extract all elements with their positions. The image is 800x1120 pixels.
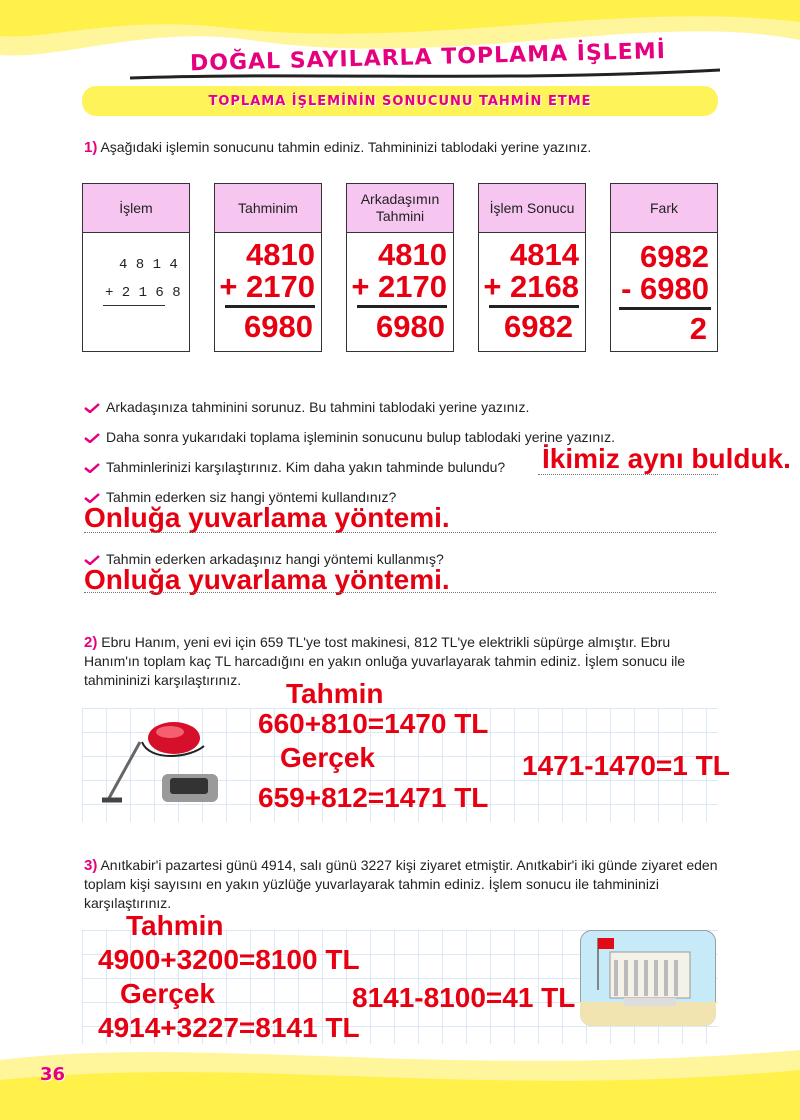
- q2-difference: 1471-1470=1 TL: [522, 750, 730, 781]
- bullet-1: [84, 398, 529, 417]
- answer-compare: İkimiz aynı bulduk.: [542, 443, 791, 474]
- question-2-text: Ebru Hanım, yeni evi için 659 TL'ye tost makinesi, 812 TL'ye elektrikli süpürge almıştır. Ebru Hanım'ın toplam kaç TL harcadığını en yakın onluğa yuvarlayarak tahmin ediniz. İşlem sonucu ile tahmininizi karşılaştırınız.: [84, 634, 686, 688]
- sum-line: [357, 305, 447, 308]
- q2-estimate-label: Tahmin: [286, 678, 384, 709]
- question-2-number: 2): [84, 634, 98, 651]
- answer-method-friend: Onluğa yuvarlama yöntemi.: [84, 564, 450, 595]
- check-icon: [84, 463, 100, 473]
- result-a: 4814: [510, 237, 579, 272]
- check-icon: [84, 403, 100, 413]
- table-col-islem: [82, 183, 190, 352]
- table-cell-tahminim: [215, 233, 321, 351]
- difference-a: 6982: [640, 239, 709, 274]
- question-1-number: 1): [84, 139, 98, 156]
- table-cell-fark: [611, 233, 717, 351]
- question-1-text: Aşağıdaki işlemin sonucunu tahmin ediniz. Tahmininizi tablodaki yerine yazınız.: [100, 139, 592, 155]
- sum-line: [489, 305, 579, 308]
- table-col-fark: [610, 183, 718, 352]
- q3-difference: 8141-8100=41 TL: [352, 982, 576, 1013]
- section-band: [82, 86, 718, 116]
- table-header-tahminim: Tahminim: [215, 184, 321, 233]
- answer-method-me: Onluğa yuvarlama yöntemi.: [84, 502, 450, 533]
- q3-real-label: Gerçek: [120, 978, 215, 1009]
- question-3-text: Anıtkabir'i pazartesi günü 4914, salı günü 3227 kişi ziyaret etmiştir. Anıtkabir'i iki günde ziyaret eden toplam kişi sayısını en yakın yüzlüğe yuvarlayarak tahmin ediniz. İşlem sonucu ile tahmininizi karşılaştırınız.: [84, 857, 718, 911]
- q3-estimate-label: Tahmin: [126, 910, 224, 941]
- section-title: TOPLAMA İŞLEMİNİN SONUCUNU TAHMİN ETME: [208, 93, 592, 109]
- difference-b: - 6980: [621, 271, 709, 306]
- answer-dots: [84, 532, 716, 533]
- table-cell-sonuc: [479, 233, 585, 351]
- toaster-icon: [158, 770, 222, 806]
- operand-1: 4 8 1 4: [119, 257, 178, 273]
- table-cell-arkadas: [347, 233, 453, 351]
- bullet-1-text: Arkadaşınıza tahminini sorunuz. Bu tahmini tablodaki yerine yazınız.: [106, 399, 530, 415]
- check-icon: [84, 493, 100, 503]
- table-header-islem: İşlem: [83, 184, 189, 233]
- q2-estimate: 660+810=1470 TL: [258, 708, 489, 739]
- table-col-arkadas: [346, 183, 454, 352]
- question-3: [84, 856, 720, 913]
- check-icon: [84, 433, 100, 443]
- check-icon: [84, 555, 100, 565]
- q2-real-label: Gerçek: [280, 742, 375, 773]
- table-cell-islem: [83, 233, 189, 351]
- difference-result: 2: [689, 311, 707, 346]
- estimate-a: 4810: [246, 237, 315, 272]
- result-b: + 2168: [483, 269, 579, 304]
- page-title: DOĞAL SAYILARLA TOPLAMA İŞLEMİ: [189, 38, 667, 77]
- estimate-b: + 2170: [219, 269, 315, 304]
- sum-line: [619, 307, 711, 310]
- q3-estimate: 4900+3200=8100 TL: [98, 944, 360, 975]
- q2-real: 659+812=1471 TL: [258, 782, 489, 813]
- table-header-sonuc: İşlem Sonucu: [479, 184, 585, 233]
- bullet-2: [84, 428, 615, 447]
- bullet-5-text: Tahmin ederken arkadaşınız hangi yöntemi kullanmış?: [106, 551, 444, 567]
- answer-dots: [84, 592, 716, 593]
- bullet-2-text: Daha sonra yukarıdaki toplama işleminin sonucunu bulup tablodaki yerine yazınız.: [106, 429, 615, 445]
- bullet-3: [84, 458, 505, 477]
- estimate-result: 6980: [244, 309, 313, 344]
- bullet-4-text: Tahmin ederken siz hangi yöntemi kullandınız?: [106, 489, 397, 505]
- bullet-3-text: Tahminlerinizi karşılaştırınız. Kim daha yakın tahminde bulundu?: [106, 459, 506, 475]
- table-header-fark: Fark: [611, 184, 717, 233]
- friend-estimate-a: 4810: [378, 237, 447, 272]
- anitkabir-icon: [580, 930, 716, 1026]
- q3-real: 4914+3227=8141 TL: [98, 1012, 360, 1043]
- table-header-arkadas: Arkadaşımın Tahmini: [347, 184, 453, 233]
- friend-estimate-result: 6980: [376, 309, 445, 344]
- table-col-sonuc: [478, 183, 586, 352]
- friend-estimate-b: + 2170: [351, 269, 447, 304]
- table-col-tahminim: [214, 183, 322, 352]
- page-number: 36: [40, 1064, 66, 1085]
- result-total: 6982: [504, 309, 573, 344]
- sum-line: [225, 305, 315, 308]
- question-1: [84, 138, 724, 157]
- sum-line: [103, 305, 165, 306]
- operand-2: + 2 1 6 8: [105, 285, 181, 301]
- question-3-number: 3): [84, 857, 98, 874]
- question-2: [84, 633, 720, 690]
